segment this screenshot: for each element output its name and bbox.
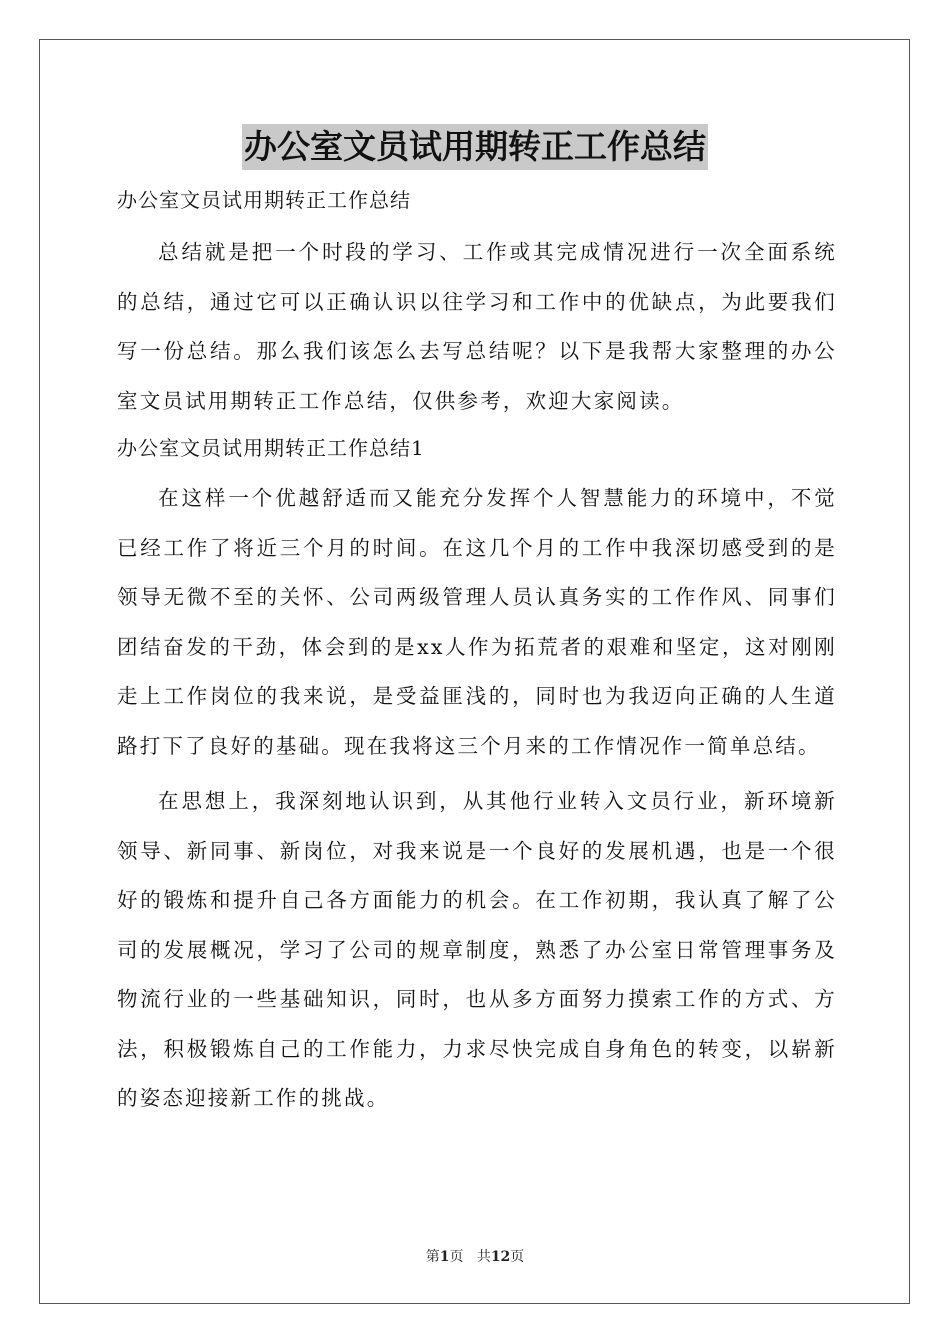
intro-paragraph: 总结就是把一个时段的学习、工作或其完成情况进行一次全面系统的总结，通过它可以正确认识以往学习和工作中的优缺点，为此要我们写一份总结。那么我们该怎么去写总结呢？以下是我帮大家整理的办公室文员试用期转正工作总结，仅供参考，欢迎大家阅读。 <box>117 240 837 413</box>
total-pages: 12 <box>490 1249 511 1265</box>
body-paragraph-2: 在思想上，我深刻地认识到，从其他行业转入文员行业，新环境新领导、新同事、新岗位，对我来说是一个良好的发展机遇，也是一个很好的锻炼和提升自己各方面能力的机会。在工作初期，我认真了解了公司的发展概况，学习了公司的规章制度，熟悉了办公室日常管理事务及物流行业的一些基础知识，同时，也从多方面努力摸索工作的方式、方法，积极锻炼自己的工作能力，力求尽快完成自身角色的转变，以崭新的姿态迎接新工作的挑战。 <box>117 789 837 1110</box>
page-prefix: 第 <box>425 1249 440 1265</box>
title-container <box>0 124 950 170</box>
total-prefix: 共 <box>476 1249 491 1265</box>
document-title: 办公室文员试用期转正工作总结 <box>242 124 708 170</box>
page-number: 1 <box>439 1249 450 1265</box>
body-paragraph-1: 在这样一个优越舒适而又能充分发挥个人智慧能力的环境中，不觉已经工作了将近三个月的时间。在这几个月的工作中我深切感受到的是领导无微不至的关怀、公司两级管理人员认真务实的工作作风、同事们团结奋发的干劲，体会到的是xx人作为拓荒者的艰难和坚定，这对刚刚走上工作岗位的我来说，是受益匪浅的，同时也为我迈向正确的人生道路打下了良好的基础。现在我将这三个月来的工作情况作一简单总结。 <box>117 486 837 758</box>
document-body <box>117 178 837 1124</box>
page-suffix: 页 <box>449 1249 464 1265</box>
total-suffix: 页 <box>510 1249 525 1265</box>
section-heading: 办公室文员试用期转正工作总结1 <box>117 436 425 460</box>
document-subtitle: 办公室文员试用期转正工作总结 <box>117 188 411 212</box>
page-footer <box>0 1248 950 1266</box>
